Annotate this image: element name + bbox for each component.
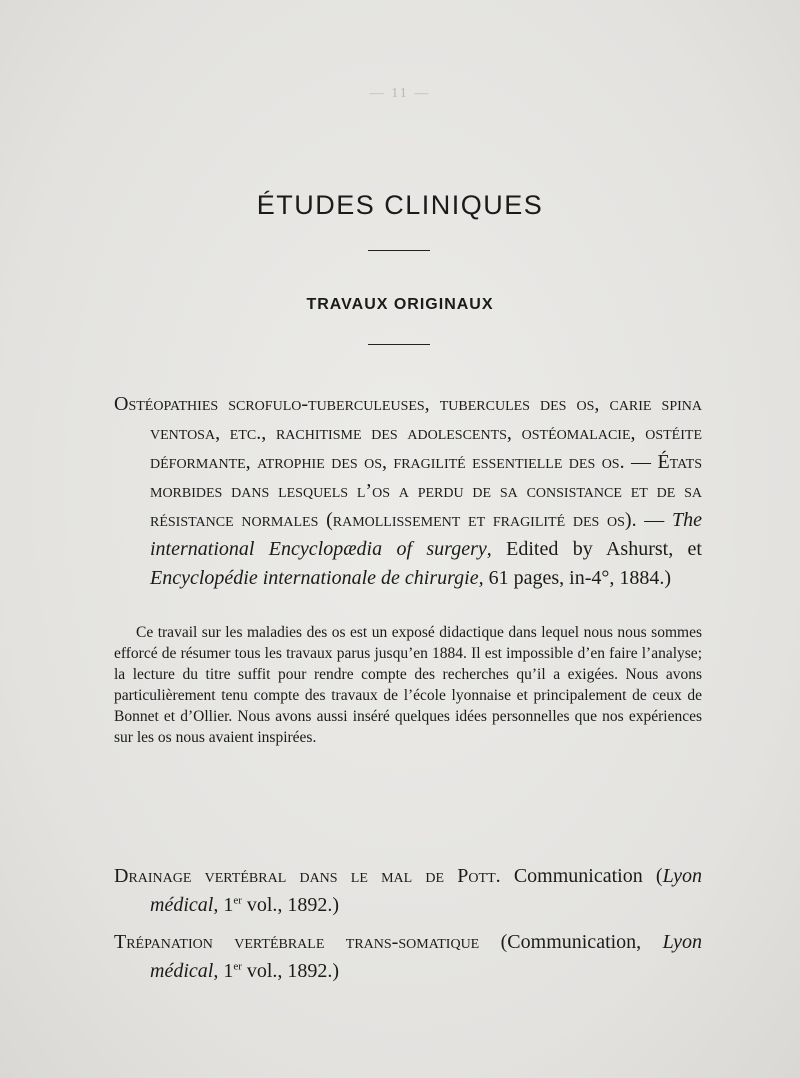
entry-1-journal-en: The international Encyclopædia of surgery [150,509,702,560]
divider-bottom [368,344,430,345]
entry-2-heading: Drainage vertébral dans le mal de Pott. [114,865,501,887]
entry-2-vol-pre: , 1 [213,894,234,916]
entry-1-heading: Ostéopathies scrofulo-tuberculeuses, tubercules des os, carie spina ventosa, etc., rachitisme des adolescents, ostéomalacie, ostéite déformante, atrophie des os, fragilité essentielle des os. — États morbides dans lesquels l’os a perdu de sa consistance et de sa résistance normales (ramollissement et fragilité des os). [114,393,702,531]
bibliography-entry-3 [114,928,702,986]
entry-1-journal-fr: Encyclopédie internationale de chirurgie, [150,567,484,589]
entry-1-tail: 61 pages, in-4°, 1884.) [483,567,672,589]
entry-3-tail: vol., 1892.) [241,960,340,982]
entry-2-tail: vol., 1892.) [241,894,340,916]
main-title: ÉTUDES CLINIQUES [256,190,544,220]
summary-paragraph: Ce travail sur les maladies des os est un exposé didactique dans lequel nous nous sommes efforcé de résumer tous les travaux parus jusqu’en 1884. Il est impossible d’en faire l’analyse; la lecture du titre suffit pour rendre compte des recherches qu’il a exigées. Nous avons particulièrement tenu compte des travaux de l’école lyonnaise et principalement de ceux de Bonnet et d’Ollier. Nous avons aussi inséré quelques idées personnelles que nos expériences sur les os nous avaient inspirées. [114,624,702,746]
entry-3-journal: Lyon médical [150,931,702,982]
entry-3-text: (Communication, [479,931,663,953]
entry-3-heading: Trépanation vertébrale trans-somatique [114,931,480,953]
section-title: TRAVAUX ORIGINAUX [306,296,494,313]
page-number: — 11 — [369,86,431,101]
entry-2-vol-sup: er [233,894,242,907]
entry-3-vol-sup: er [233,960,242,973]
bibliography-entry-2 [114,862,702,920]
divider-top [368,250,430,251]
entry-1-dash: — [636,509,672,531]
entry-1-edited: , Edited by Ashurst, et [486,538,702,560]
bibliography-entry-1 [114,390,702,593]
entry-3-vol-pre: , 1 [213,960,234,982]
entry-2-journal: Lyon médical [150,865,702,916]
entry-2-text: Communication ( [500,865,663,887]
